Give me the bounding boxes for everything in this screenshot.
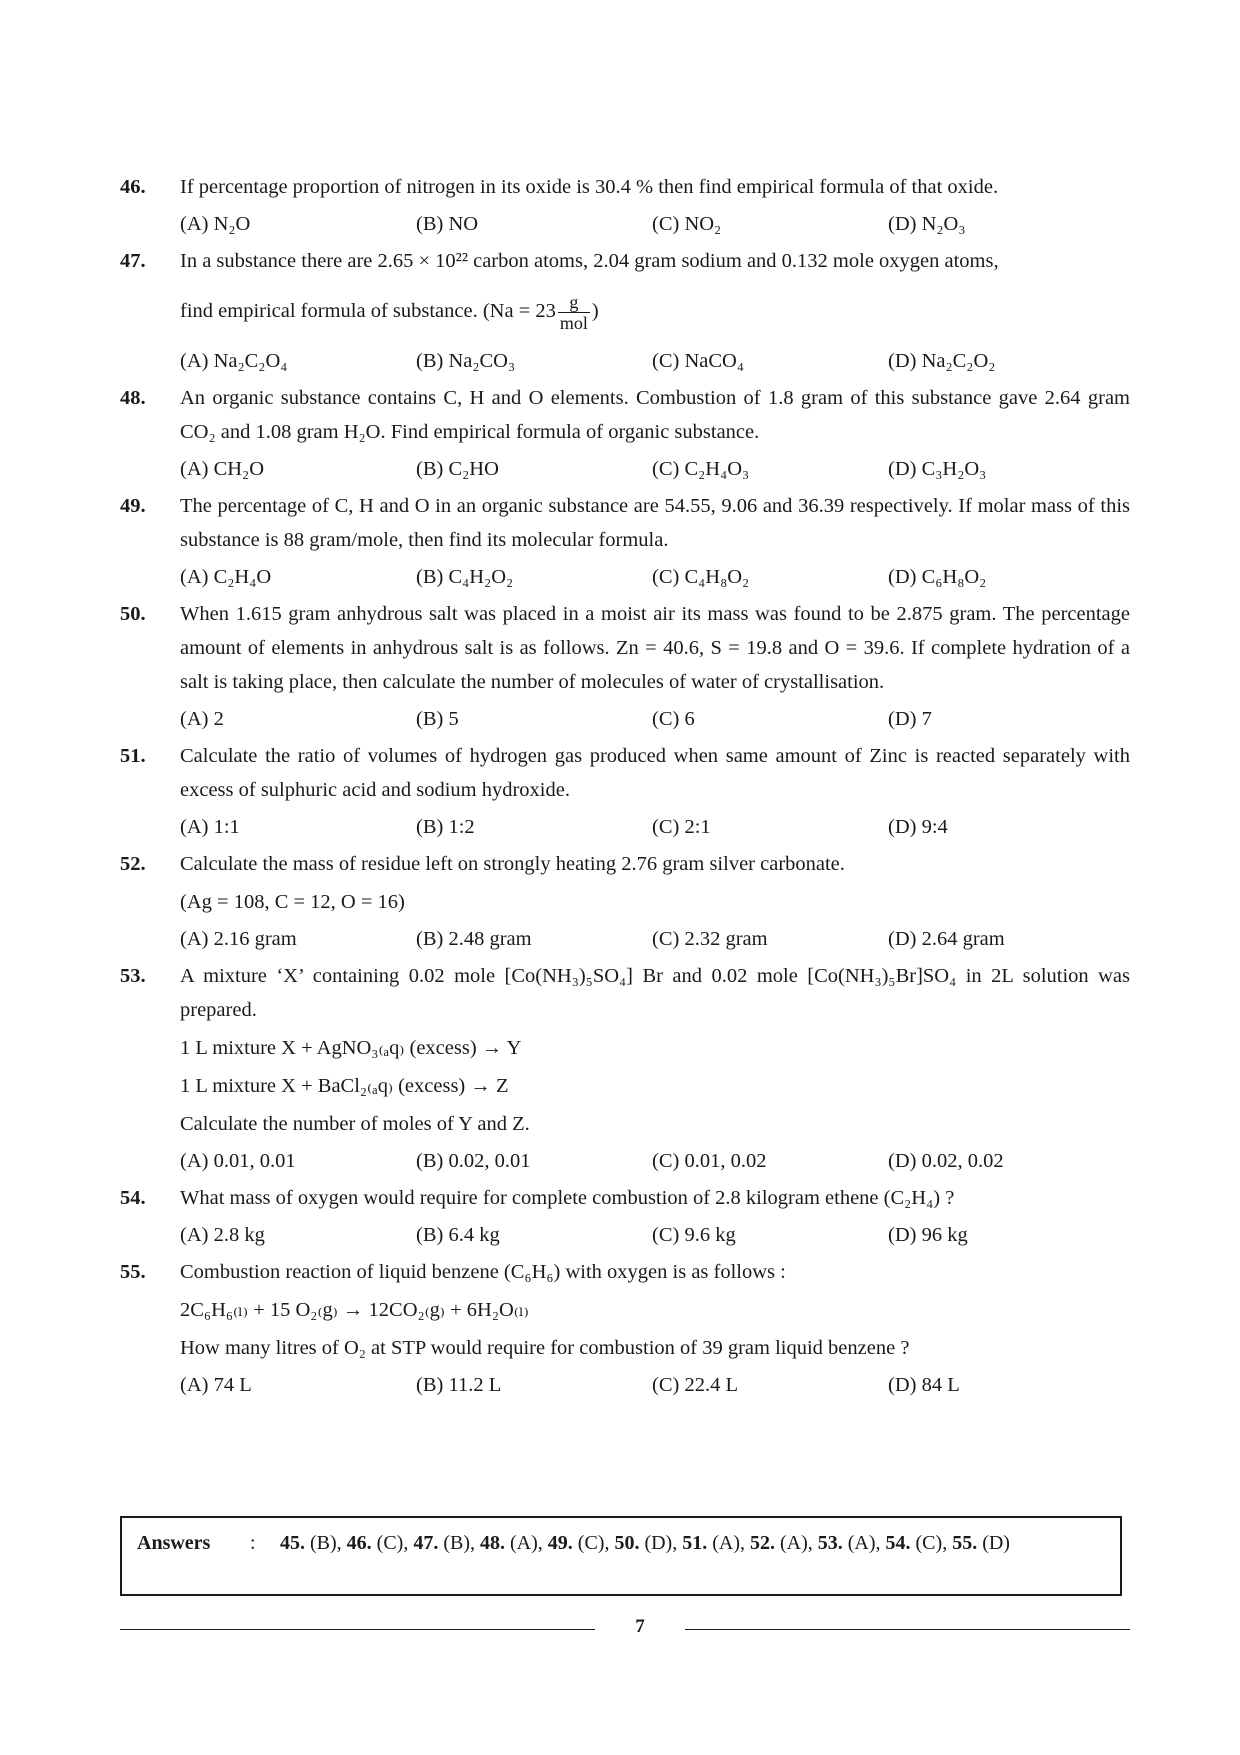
footer-rule-right <box>685 1629 1130 1630</box>
question-number: 51. <box>120 745 146 767</box>
question-51 <box>120 739 1130 847</box>
answer-options <box>180 807 1130 847</box>
answer-choice: (C) <box>915 1532 943 1554</box>
answer-question-number: 48. <box>480 1532 506 1554</box>
question-list <box>120 170 1130 1405</box>
option-d: (D) 0.02, 0.02 <box>888 1150 1004 1172</box>
answer-options <box>180 699 1130 739</box>
option-a: (A) CH₂O <box>180 458 265 480</box>
question-50 <box>120 597 1130 739</box>
option-d: (D) C₆H₈O₂ <box>888 566 987 588</box>
option-c: (C) 6 <box>652 708 695 730</box>
option-a: (A) Na₂C₂O₄ <box>180 350 288 372</box>
question-number: 55. <box>120 1261 146 1283</box>
answer-options <box>180 341 1130 381</box>
option-d: (D) 2.64 gram <box>888 928 1005 950</box>
page-number: 7 <box>635 1616 645 1637</box>
answer-choice: (A) <box>510 1532 538 1554</box>
question-text: What mass of oxygen would require for complete combustion of 2.8 kilogram ethene (C₂H₄) ? <box>180 1187 955 1209</box>
question-line: 2C₆H₆₍ₗ₎ + 15 O₂₍g₎ → 12CO₂₍g₎ + 6H₂O₍ₗ₎ <box>180 1299 529 1321</box>
question-47 <box>120 244 1130 381</box>
option-b: (B) 1:2 <box>416 816 475 838</box>
option-c: (C) 2.32 gram <box>652 928 768 950</box>
option-b: (B) 0.02, 0.01 <box>416 1150 531 1172</box>
question-number: 54. <box>120 1187 146 1209</box>
answer-choice: (D) <box>644 1532 673 1554</box>
answer-entry <box>280 1532 337 1554</box>
question-text: An organic substance contains C, H and O elements. Combustion of 1.8 gram of this substance gave 2.64 gram CO₂ and 1.08 gram H₂O. Find empirical formula of organic substance. <box>180 387 1130 443</box>
question-number: 53. <box>120 965 146 987</box>
fraction-numerator: g <box>558 292 590 313</box>
answer-question-number: 53. <box>817 1532 843 1554</box>
option-c: (C) C₂H₄O₃ <box>652 458 750 480</box>
option-d: (D) 96 kg <box>888 1224 968 1246</box>
question-text-line-2 <box>180 292 1130 333</box>
answer-options <box>180 449 1130 489</box>
option-d: (D) Na₂C₂O₂ <box>888 350 996 372</box>
answer-entry <box>347 1532 404 1554</box>
question-text: Combustion reaction of liquid benzene (C₆H₆) with oxygen is as follows : <box>180 1261 786 1283</box>
unit-fraction <box>558 292 590 333</box>
option-a: (A) 2 <box>180 708 224 730</box>
answer-choice: (A) <box>847 1532 876 1554</box>
question-53 <box>120 959 1130 1181</box>
question-52 <box>120 847 1130 959</box>
option-b: (B) 6.4 kg <box>416 1224 500 1246</box>
question-text: The percentage of C, H and O in an organic substance are 54.55, 9.06 and 36.39 respectively. If molar mass of this substance is 88 gram/mole, then find its molecular formula. <box>180 495 1130 551</box>
answer-entry <box>682 1532 740 1554</box>
answer-question-number: 46. <box>346 1532 372 1554</box>
answer-entry <box>952 1532 1010 1554</box>
question-line: (Ag = 108, C = 12, O = 16) <box>180 891 405 913</box>
question-number: 52. <box>120 853 146 875</box>
answer-entry <box>614 1532 672 1554</box>
answer-choice: (B) <box>310 1532 337 1554</box>
question-48 <box>120 381 1130 489</box>
answer-question-number: 54. <box>885 1532 911 1554</box>
footer-rule-left <box>120 1629 595 1630</box>
answer-question-number: 55. <box>952 1532 978 1554</box>
answer-entry <box>886 1532 943 1554</box>
answer-choice: (D) <box>982 1532 1010 1554</box>
question-46 <box>120 170 1130 244</box>
answer-options <box>180 1365 1130 1405</box>
question-line: Calculate the number of moles of Y and Z. <box>180 1113 530 1135</box>
option-d: (D) 84 L <box>888 1374 960 1396</box>
answer-entry <box>750 1532 808 1554</box>
option-d: (D) 9:4 <box>888 816 948 838</box>
answer-key-list: 45. (B), 46. (C), 47. (B), 48. (A), 49. (C), 50. (D), 51. (A), 52. (A), 53. (A), 54. (C), 55. (D) <box>280 1532 1010 1554</box>
answer-options <box>180 1215 1130 1255</box>
option-a: (A) 2.8 kg <box>180 1224 265 1246</box>
question-number: 49. <box>120 495 146 517</box>
answer-key-colon: : <box>250 1532 256 1554</box>
question-number: 47. <box>120 250 146 272</box>
question-text-part: ) <box>591 300 599 323</box>
answer-options <box>180 557 1130 597</box>
answer-choice: (B) <box>443 1532 471 1554</box>
option-d: (D) N₂O₃ <box>888 213 966 235</box>
answer-options <box>180 1141 1130 1181</box>
question-line: 1 L mixture X + AgNO₃₍ₐq₎ (excess) → Y <box>180 1037 522 1059</box>
answer-entry <box>818 1532 876 1554</box>
question-number: 48. <box>120 387 146 409</box>
answer-choice: (A) <box>779 1532 808 1554</box>
answer-options <box>180 204 1130 244</box>
answer-entry <box>548 1532 605 1554</box>
option-c: (C) 22.4 L <box>652 1374 738 1396</box>
answer-key-label: Answers <box>137 1532 211 1554</box>
option-a: (A) 74 L <box>180 1374 252 1396</box>
answer-choice: (A) <box>712 1532 740 1554</box>
answer-options <box>180 919 1130 959</box>
page-footer <box>120 1614 1130 1644</box>
answer-question-number: 49. <box>547 1532 573 1554</box>
option-c: (C) C₄H₈O₂ <box>652 566 750 588</box>
option-d: (D) C₃H₂O₃ <box>888 458 987 480</box>
option-c: (C) NO₂ <box>652 213 722 235</box>
question-line: How many litres of O₂ at STP would require for combustion of 39 gram liquid benzene ? <box>180 1337 910 1359</box>
option-a: (A) N₂O <box>180 213 251 235</box>
answer-choice: (C) <box>577 1532 605 1554</box>
option-b: (B) Na₂CO₃ <box>416 350 516 372</box>
option-a: (A) C₂H₄O <box>180 566 272 588</box>
question-number: 50. <box>120 603 146 625</box>
option-b: (B) 2.48 gram <box>416 928 532 950</box>
option-c: (C) 9.6 kg <box>652 1224 736 1246</box>
option-a: (A) 0.01, 0.01 <box>180 1150 296 1172</box>
question-text: If percentage proportion of nitrogen in its oxide is 30.4 % then find empirical formula of that oxide. <box>180 176 999 198</box>
answer-choice: (C) <box>376 1532 404 1554</box>
question-55 <box>120 1255 1130 1405</box>
question-text: In a substance there are 2.65 × 10²² carbon atoms, 2.04 gram sodium and 0.132 mole oxygen atoms, <box>180 250 999 272</box>
option-b: (B) 5 <box>416 708 459 730</box>
question-text: Calculate the ratio of volumes of hydrogen gas produced when same amount of Zinc is reacted separately with excess of sulphuric acid and sodium hydroxide. <box>180 745 1130 801</box>
option-d: (D) 7 <box>888 708 932 730</box>
answer-key-box <box>120 1516 1122 1596</box>
fraction-denominator: mol <box>559 313 588 333</box>
question-line: 1 L mixture X + BaCl₂₍ₐq₎ (excess) → Z <box>180 1075 509 1097</box>
option-b: (B) C₂HO <box>416 458 499 480</box>
answer-question-number: 47. <box>413 1532 439 1554</box>
option-c: (C) NaCO₄ <box>652 350 744 372</box>
option-b: (B) C₄H₂O₂ <box>416 566 514 588</box>
option-c: (C) 0.01, 0.02 <box>652 1150 767 1172</box>
question-text: A mixture ‘X’ containing 0.02 mole [Co(NH₃)₅SO₄] Br and 0.02 mole [Co(NH₃)₅Br]SO₄ in 2L solution was prepared. <box>180 965 1130 1021</box>
question-49 <box>120 489 1130 597</box>
question-text: When 1.615 gram anhydrous salt was placed in a moist air its mass was found to be 2.875 gram. The percentage amount of elements in anhydrous salt is as follows. Zn = 40.6, S = 19.8 and O = 39.6. If complete hydration of a salt is taking place, then calculate the number of molecules of water of crystallisation. <box>180 603 1130 693</box>
answer-entry <box>413 1532 470 1554</box>
option-a: (A) 1:1 <box>180 816 240 838</box>
answer-question-number: 52. <box>749 1532 775 1554</box>
question-number: 46. <box>120 176 146 198</box>
answer-question-number: 45. <box>280 1532 305 1554</box>
answer-entry <box>480 1532 538 1554</box>
question-text: Calculate the mass of residue left on strongly heating 2.76 gram silver carbonate. <box>180 853 845 875</box>
option-b: (B) 11.2 L <box>416 1374 502 1396</box>
question-54 <box>120 1181 1130 1255</box>
option-b: (B) NO <box>416 213 479 235</box>
option-c: (C) 2:1 <box>652 816 711 838</box>
option-a: (A) 2.16 gram <box>180 928 297 950</box>
answer-question-number: 51. <box>682 1532 708 1554</box>
answer-question-number: 50. <box>614 1532 640 1554</box>
question-text-part: find empirical formula of substance. (Na = 23 <box>180 300 556 323</box>
